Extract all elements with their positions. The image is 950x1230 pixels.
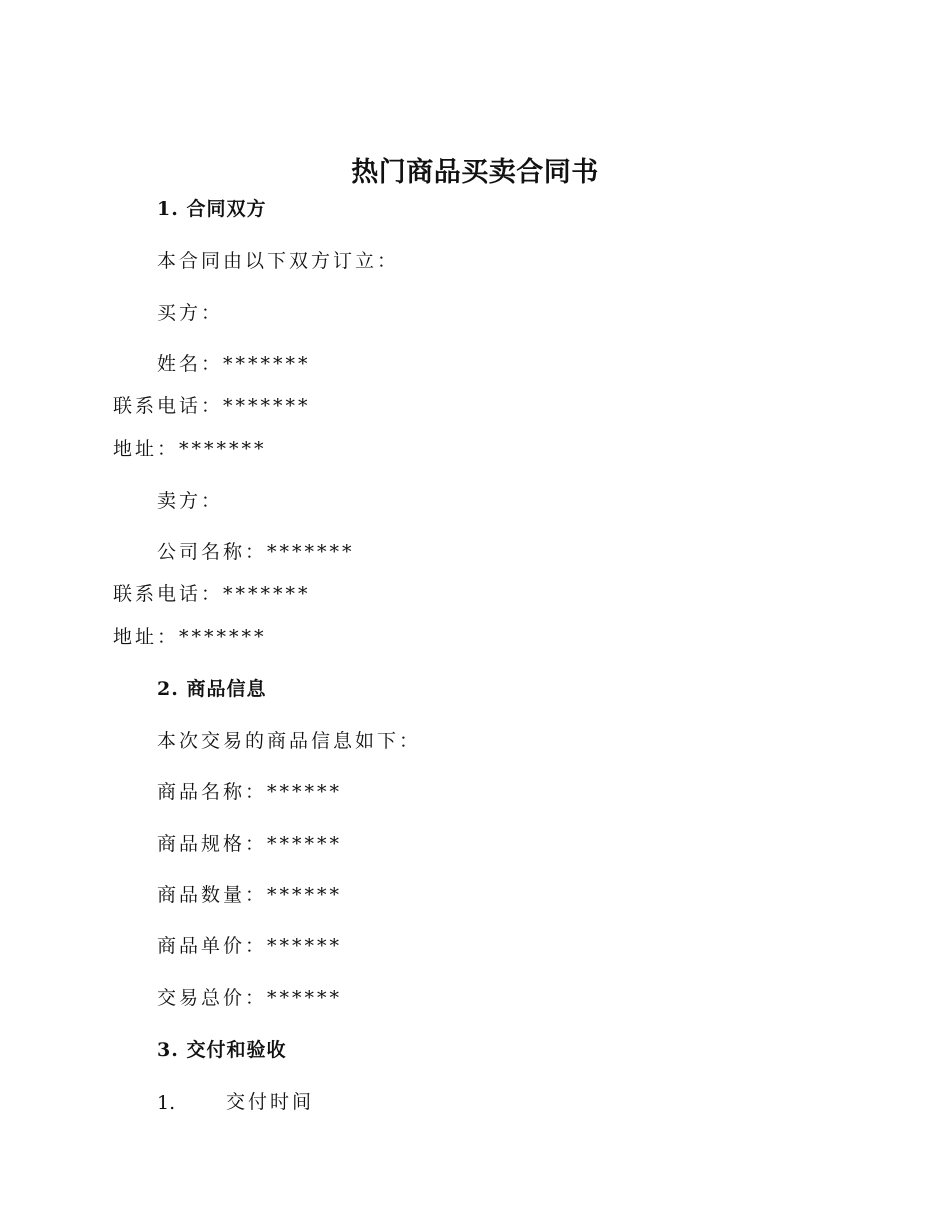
buyer-label: 买方： bbox=[157, 302, 224, 324]
seller-phone: 联系电话：******* bbox=[113, 583, 311, 605]
product-unit-price: 商品单价：****** bbox=[157, 935, 343, 957]
buyer-address: 地址：******* bbox=[113, 438, 267, 460]
seller-company: 公司名称：******* bbox=[157, 541, 355, 563]
document-title: 热门商品买卖合同书 bbox=[351, 157, 599, 188]
section-1-intro: 本合同由以下双方订立： bbox=[157, 250, 400, 272]
product-name: 商品名称：****** bbox=[157, 781, 343, 803]
buyer-name: 姓名：******* bbox=[157, 353, 311, 375]
seller-label: 卖方： bbox=[157, 490, 224, 512]
product-total-price: 交易总价：****** bbox=[157, 987, 343, 1009]
product-quantity: 商品数量：****** bbox=[157, 884, 343, 906]
buyer-phone: 联系电话：******* bbox=[113, 395, 311, 417]
seller-address: 地址：******* bbox=[113, 626, 267, 648]
section-2-intro: 本次交易的商品信息如下： bbox=[157, 730, 422, 752]
section-1-heading: 1. 合同双方 bbox=[157, 198, 267, 220]
section-3-heading: 3. 交付和验收 bbox=[157, 1039, 287, 1061]
list-item-delivery-time: 交付时间 bbox=[226, 1091, 315, 1113]
list-item-number: 1. bbox=[157, 1092, 176, 1114]
product-spec: 商品规格：****** bbox=[157, 833, 343, 855]
section-2-heading: 2. 商品信息 bbox=[157, 678, 267, 700]
